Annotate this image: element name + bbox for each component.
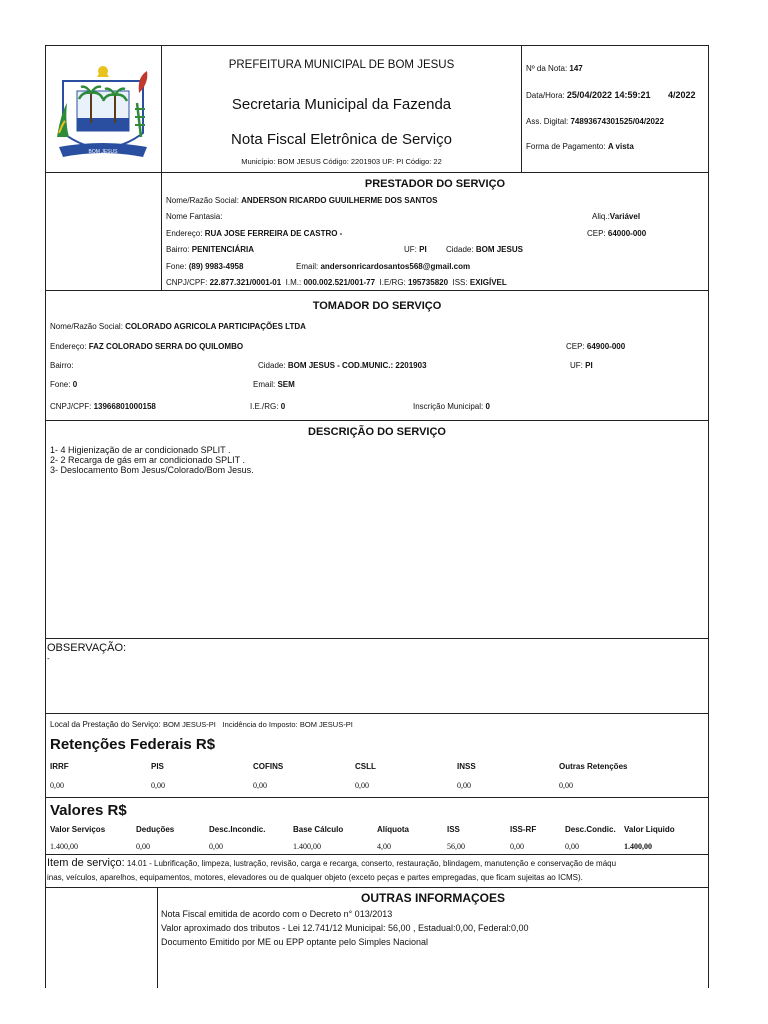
local-label: Local da Prestação do Serviço: — [50, 720, 161, 729]
prestador-email-label: Email: — [296, 262, 319, 271]
data-hora — [526, 90, 651, 100]
tomador-cnpj-value: 13966801000158 — [93, 402, 156, 411]
valores-header-liquido: Valor Liquido — [624, 825, 675, 834]
prestador-cnpj-value: 22.877.321/0001-01 — [209, 278, 282, 287]
descricao-divider — [45, 638, 709, 639]
valores-value-liquido: 1.400,00 — [624, 842, 652, 851]
descricao-line-1: 1- 4 Higienização de ar condicionado SPLIT . — [50, 445, 231, 455]
valores-value-aliquota: 4,00 — [377, 842, 391, 851]
tomador-cidade-label: Cidade: — [258, 361, 286, 370]
prestador-ierg-label: I.E/RG: — [379, 278, 406, 287]
ass-label: Ass. Digital: — [526, 117, 569, 126]
nota-label: Nº da Nota: — [526, 64, 568, 73]
tomador-uf-value: PI — [585, 361, 593, 370]
prestador-iss-value: EXIGÍVEL — [469, 278, 507, 287]
prestador-title: PRESTADOR DO SERVIÇO — [364, 178, 506, 190]
tomador-ierg-value: 0 — [280, 402, 286, 411]
prestador-divider — [45, 290, 709, 291]
item-servico-label: Item de serviço: — [47, 857, 125, 869]
prestador-bairro-value: PENITENCIÁRIA — [191, 245, 255, 254]
document-title: Nota Fiscal Eletrônica de Serviço — [231, 131, 452, 148]
valores-value-base-calculo: 1.400,00 — [293, 842, 321, 851]
ass-value: 74893674301525/04/2022 — [570, 117, 664, 126]
valores-header-base-calculo: Base Cálculo — [293, 825, 344, 834]
descricao-line-3: 3- Deslocamento Bom Jesus/Colorado/Bom Jesus. — [50, 465, 254, 475]
retencao-header-csll: CSLL — [355, 762, 376, 771]
retencao-value-irrf: 0,00 — [50, 781, 64, 790]
outras-title: OUTRAS INFORMAÇOES — [361, 891, 505, 905]
prestador-cidade-label: Cidade: — [446, 245, 474, 254]
tomador-fone — [50, 380, 77, 389]
outras-line-3: Documento Emitido por ME ou EPP optante pelo Simples Nacional — [161, 937, 428, 947]
competencia: 4/2022 — [668, 90, 696, 100]
prestador-uf-label: UF: — [404, 245, 417, 254]
item-servico-line-1 — [47, 857, 616, 869]
prestador-bairro-label: Bairro: — [166, 245, 190, 254]
assinatura-digital — [526, 117, 664, 126]
retencao-value-cofins: 0,00 — [253, 781, 267, 790]
prestador-aliq-value: Variável — [609, 212, 641, 221]
prefeitura-title: PREFEITURA MUNICIPAL DE BOM JESUS — [228, 59, 455, 71]
retencao-header-outras: Outras Retenções — [559, 762, 628, 771]
prestador-cidade-value: BOM JESUS — [475, 245, 523, 254]
prestador-cidade — [446, 245, 523, 254]
observacao-title: OBSERVAÇÃO: — [47, 642, 127, 654]
tomador-email-label: Email: — [253, 380, 276, 389]
prestador-endereco-label: Endereço: — [166, 229, 203, 238]
valores-header-deducoes: Deduções — [136, 825, 175, 834]
incidencia-value: BOM JESUS-PI — [299, 720, 353, 729]
tomador-im-value: 0 — [485, 402, 490, 411]
retencao-header-pis: PIS — [151, 762, 164, 771]
retencao-header-cofins: COFINS — [253, 762, 284, 771]
valores-value-iss-rf: 0,00 — [510, 842, 524, 851]
outras-line-2: Valor aproximado dos tributos - Lei 12.741/12 Municipal: 56,00 , Estadual:0,00, Federal:0,00 — [161, 923, 529, 933]
prestador-fone-value: (89) 9983-4958 — [188, 262, 244, 271]
prestador-ierg-value: 195735820 — [408, 278, 449, 287]
retencao-header-inss: INSS — [457, 762, 476, 771]
prestador-endereco — [166, 229, 342, 238]
prestador-uf-value: PI — [419, 245, 427, 254]
prestador-cep-label: CEP: — [587, 229, 606, 238]
local-prestacao — [50, 720, 353, 729]
valores-title: Valores R$ — [50, 802, 127, 819]
pagamento-value: A vista — [607, 142, 634, 151]
retencao-value-pis: 0,00 — [151, 781, 165, 790]
tomador-email — [253, 380, 295, 389]
nota-number — [526, 64, 583, 73]
prestador-iss-label: ISS: — [452, 278, 468, 287]
tomador-cidade — [258, 361, 427, 370]
retencoes-title: Retenções Federais R$ — [50, 736, 216, 753]
retencao-value-csll: 0,00 — [355, 781, 369, 790]
prestador-fone — [166, 262, 243, 271]
item-servico-text-1: 14.01 - Lubrificação, limpeza, lustração, revisão, carga e recarga, conserto, restauração, blindagem, manutenção e conservação de máqu — [126, 859, 617, 868]
tomador-cep-label: CEP: — [566, 342, 585, 351]
valores-value-desc-condic: 0,00 — [565, 842, 579, 851]
prestador-uf — [404, 245, 427, 254]
descricao-title: DESCRIÇÃO DO SERVIÇO — [308, 426, 446, 438]
prestador-email-value: andersonricardosantos568@gmail.com — [320, 262, 471, 271]
valores-header-iss-rf: ISS-RF — [510, 825, 537, 834]
prestador-bairro — [166, 245, 254, 254]
prestador-aliq — [592, 212, 640, 221]
tomador-im-label: Inscrição Municipal: — [413, 402, 484, 411]
prestador-aliq-label: Aliq.: — [592, 212, 610, 221]
item-servico-text-2: inas, veículos, aparelhos, equipamentos, motores, elevadores ou de qualquer objeto (exceto peças e partes empregadas, que ficam sujeitas ao ICMS). — [47, 873, 583, 882]
observacao-divider — [45, 713, 709, 714]
tomador-nome-value: COLORADO AGRICOLA PARTICIPAÇÕES LTDA — [125, 322, 306, 331]
retencao-value-inss: 0,00 — [457, 781, 471, 790]
tomador-ierg — [250, 402, 285, 411]
datahora-label: Data/Hora: — [526, 91, 565, 100]
tomador-uf-label: UF: — [570, 361, 583, 370]
tomador-cnpj-label: CNPJ/CPF: — [50, 402, 92, 411]
municipio-line: Município: BOM JESUS Código: 2201903 UF: PI Código: 22 — [241, 157, 442, 166]
svg-text:BOM JESUS: BOM JESUS — [88, 149, 118, 155]
tomador-cidade-value: BOM JESUS - COD.MUNIC.: 2201903 — [287, 361, 427, 370]
prestador-cnpj-label: CNPJ/CPF: — [166, 278, 208, 287]
tomador-bairro: Bairro: — [50, 361, 74, 370]
local-value: BOM JESUS-PI — [162, 720, 216, 729]
municipal-crest-logo — [53, 63, 153, 165]
tomador-endereco — [50, 342, 243, 351]
tomador-endereco-value: FAZ COLORADO SERRA DO QUILOMBO — [88, 342, 244, 351]
tomador-uf — [570, 361, 593, 370]
descricao-line-2: 2- 2 Recarga de gás em ar condicionado SPLIT . — [50, 455, 245, 465]
tomador-cep — [566, 342, 625, 351]
prestador-email — [296, 262, 470, 271]
valores-value-desc-incondic: 0,00 — [209, 842, 223, 851]
valores-header-aliquota: Alíquota — [377, 825, 409, 834]
retencao-header-irrf: IRRF — [50, 762, 69, 771]
prestador-im-value: 000.002.521/001-77 — [303, 278, 376, 287]
frame-right — [708, 45, 709, 988]
item-divider — [45, 854, 709, 855]
prestador-endereco-value: RUA JOSE FERREIRA DE CASTRO - — [204, 229, 343, 238]
valores-header-desc-condic: Desc.Condic. — [565, 825, 616, 834]
forma-pagamento — [526, 142, 634, 151]
tomador-im — [413, 402, 490, 411]
tomador-cnpj — [50, 402, 156, 411]
valores-value-iss: 56,00 — [447, 842, 465, 851]
frame-top — [45, 45, 709, 46]
prestador-nome — [166, 196, 437, 205]
pagamento-label: Forma de Pagamento: — [526, 142, 606, 151]
frame-left — [45, 45, 46, 988]
secretaria-title: Secretaria Municipal da Fazenda — [231, 96, 452, 113]
outras-line-1: Nota Fiscal emitida de acordo com o Decreto n° 013/2013 — [161, 909, 393, 919]
nota-value: 147 — [569, 64, 583, 73]
valores-divider — [45, 797, 709, 798]
header-divider — [45, 172, 709, 173]
header-right-divider — [521, 45, 522, 172]
tomador-nome — [50, 322, 306, 331]
observacao-text: - — [47, 654, 50, 663]
prestador-nome-value: ANDERSON RICARDO GUUILHERME DOS SANTOS — [241, 196, 438, 205]
valores-header-iss: ISS — [447, 825, 460, 834]
tomador-endereco-label: Endereço: — [50, 342, 87, 351]
prestador-im-label: I.M.: — [285, 278, 302, 287]
prestador-cep — [587, 229, 646, 238]
incidencia-label: Incidência do Imposto: — [222, 720, 298, 729]
outras-divider — [45, 887, 709, 888]
tomador-divider — [45, 420, 709, 421]
prestador-cep-value: 64000-000 — [607, 229, 647, 238]
valores-header-servicos: Valor Serviços — [50, 825, 106, 834]
tomador-email-value: SEM — [277, 380, 295, 389]
prestador-fantasia: Nome Fantasia: — [166, 212, 223, 221]
retencao-value-outras: 0,00 — [559, 781, 573, 790]
tomador-title: TOMADOR DO SERVIÇO — [312, 300, 442, 312]
datahora-value: 25/04/2022 14:59:21 — [566, 90, 651, 100]
prestador-nome-label: Nome/Razão Social: — [166, 196, 239, 205]
valores-value-deducoes: 0,00 — [136, 842, 150, 851]
prestador-documentos — [166, 278, 507, 287]
valores-value-servicos: 1.400,00 — [50, 842, 78, 851]
valores-header-desc-incondic: Desc.Incondic. — [209, 825, 266, 834]
tomador-fone-value: 0 — [72, 380, 78, 389]
tomador-ierg-label: I.E./RG: — [250, 402, 279, 411]
tomador-nome-label: Nome/Razão Social: — [50, 322, 123, 331]
tomador-fone-label: Fone: — [50, 380, 71, 389]
tomador-cep-value: 64900-000 — [586, 342, 626, 351]
prestador-fone-label: Fone: — [166, 262, 187, 271]
